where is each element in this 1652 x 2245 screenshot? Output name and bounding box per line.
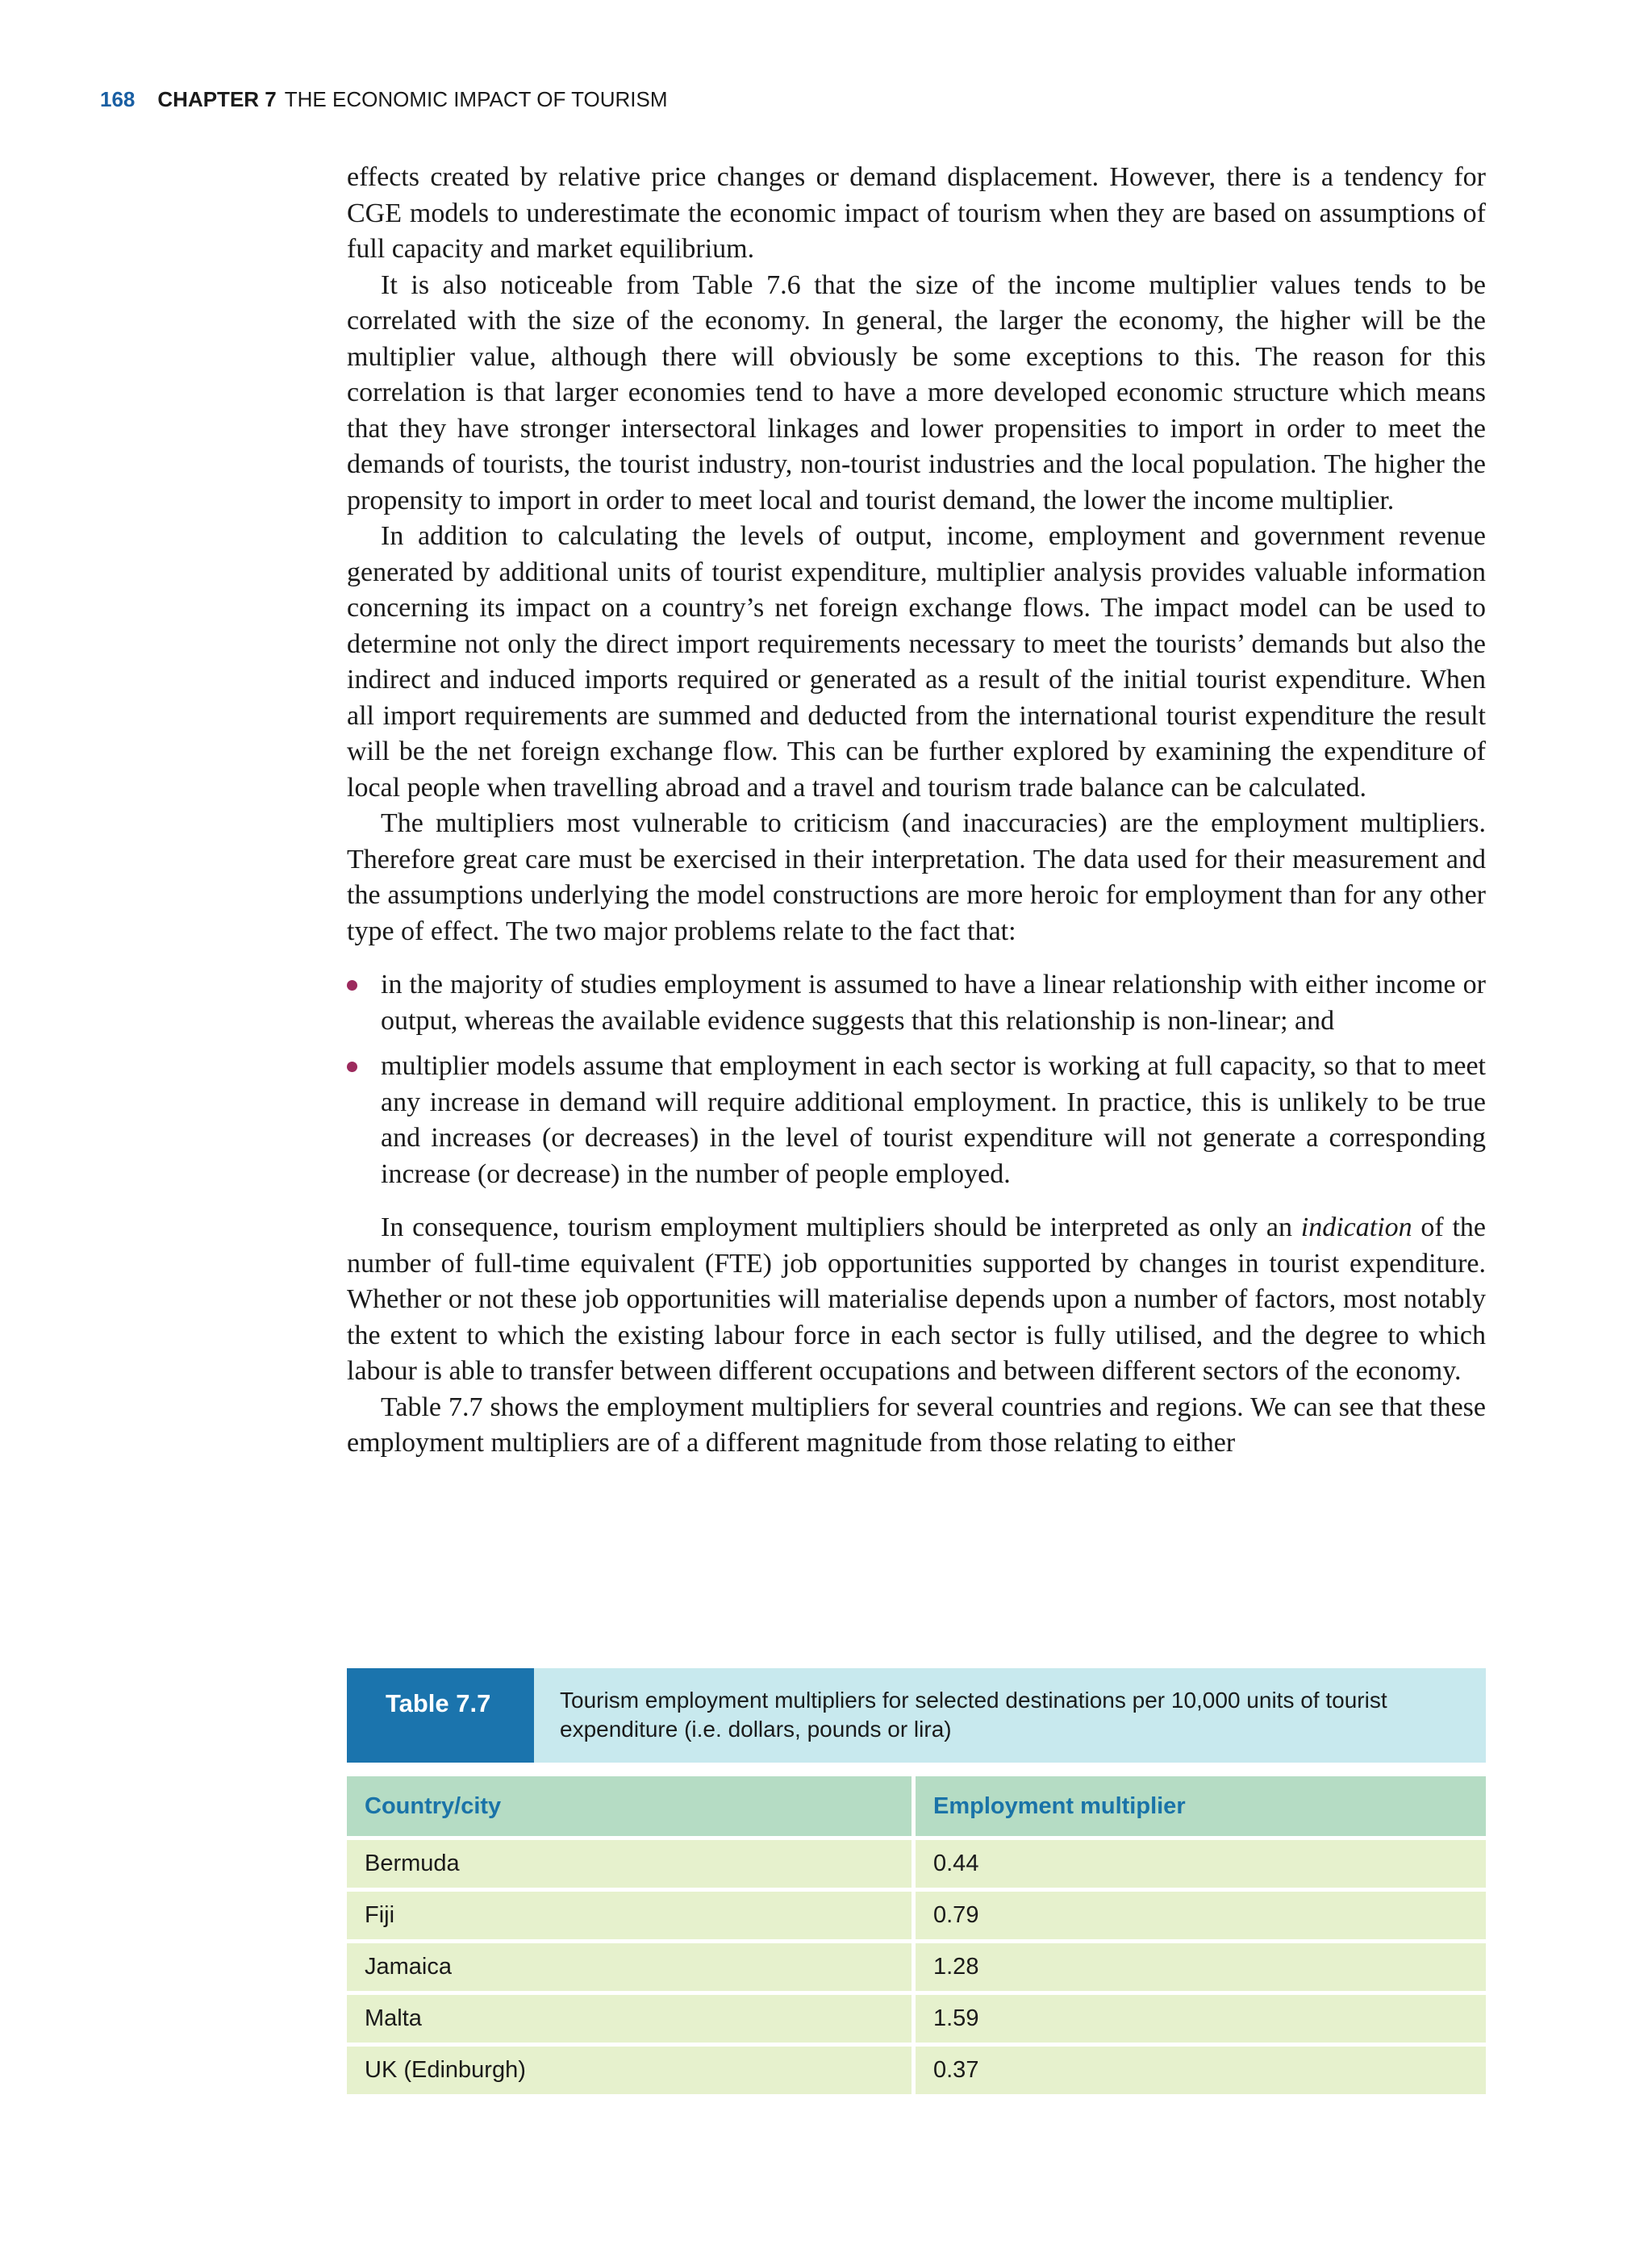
paragraph-1: effects created by relative price changes or demand displacement. However, there is a tendency for CGE models to underestimate the economic impact of tourism when they are based on assumptions of full capacity and market equilibrium. <box>347 162 1486 264</box>
bullet-list <box>347 967 1486 1192</box>
body-text <box>347 160 1486 1462</box>
data-table <box>343 1772 1490 2098</box>
paragraph-5-emphasis: indication <box>1300 1212 1412 1242</box>
table-header-row <box>347 1776 1486 1836</box>
chapter-label: CHAPTER 7 <box>157 87 277 111</box>
table-row <box>347 1995 1486 2043</box>
bullet-text: in the majority of studies employment is assumed to have a linear relationship with either income or output, whereas the available evidence suggests that this relationship is non-linear; and <box>381 970 1486 1036</box>
paragraph-6: Table 7.7 shows the employment multipliers for several countries and regions. We can see that these employment multipliers are of a different magnitude from those relating to either <box>347 1392 1486 1458</box>
list-item <box>347 967 1486 1039</box>
paragraph-3: In addition to calculating the levels of output, income, employment and government revenue generated by additional units of tourist expenditure, multiplier analysis provides valuable information concerning its impact on a country’s net foreign exchange flows. The impact model can be used to determine not only the direct import requirements necessary to meet the tourists’ demands but also the indirect and induced imports required or generated as a result of the initial tourist expenditure. When all import requirements are summed and deducted from the international tourist expenditure the result will be the net foreign exchange flow. This can be further explored by examining the expenditure of local people when travelling abroad and a travel and tourism trade balance can be calculated. <box>347 521 1486 803</box>
cell-multiplier: 1.59 <box>916 1995 1486 2043</box>
cell-multiplier: 0.79 <box>916 1892 1486 1939</box>
column-header-country: Country/city <box>347 1776 912 1836</box>
bullet-dot-icon <box>347 1062 357 1072</box>
cell-country: Bermuda <box>347 1840 912 1888</box>
bullet-text: multiplier models assume that employment in each sector is working at full capacity, so that to meet any increase in demand will require additional employment. In practice, this is unlikely to be true and increases (or decreases) in the level of tourist expenditure will not generate a corresponding increase (or decrease) in the number of people employed. <box>381 1051 1486 1189</box>
table-7-7 <box>347 1668 1486 2098</box>
paragraph-4: The multipliers most vulnerable to criticism (and inaccuracies) are the employment multipliers. Therefore great care must be exercised in their interpretation. The data used for their measurement and the assumptions underlying the model constructions are more heroic for employment than for any other type of effect. The two major problems relate to the fact that: <box>347 808 1486 946</box>
paragraph-5 <box>347 1210 1486 1390</box>
table-row <box>347 1943 1486 1991</box>
page-number: 168 <box>100 87 136 111</box>
table-label: Table 7.7 <box>347 1668 534 1763</box>
running-head <box>100 87 668 112</box>
cell-multiplier: 1.28 <box>916 1943 1486 1991</box>
table-row <box>347 2047 1486 2094</box>
table-caption-text: Tourism employment multipliers for selected destinations per 10,000 units of tourist expenditure (i.e. dollars, pounds or lira) <box>534 1668 1486 1763</box>
cell-country: Malta <box>347 1995 912 2043</box>
cell-country: Jamaica <box>347 1943 912 1991</box>
column-header-multiplier: Employment multiplier <box>916 1776 1486 1836</box>
table-caption <box>347 1668 1486 1763</box>
paragraph-5-text-b: of the number of full-time equivalent (FTE) job opportunities supported by changes in tourist expenditure. Whether or not these job opportunities will materialise depends upon a number of factors, most notably the extent to which the existing labour force in each sector is fully utilised, and the degree to which labour is able to transfer between different occupations and between different sectors of the economy. <box>347 1212 1487 1386</box>
cell-country: Fiji <box>347 1892 912 1939</box>
cell-country: UK (Edinburgh) <box>347 2047 912 2094</box>
cell-multiplier: 0.37 <box>916 2047 1486 2094</box>
paragraph-2: It is also noticeable from Table 7.6 that the size of the income multiplier values tends to be correlated with the size of the economy. In general, the larger the economy, the higher will be the multiplier value, although there will obviously be some exceptions to this. The reason for this correlation is that larger economies tend to have a more developed economic structure which means that they have stronger intersectoral linkages and lower propensities to import in order to meet the demands of tourists, the tourist industry, non-tourist industries and the local population. The higher the propensity to import in order to meet local and tourist demand, the lower the income multiplier. <box>347 269 1486 515</box>
table-row <box>347 1892 1486 1939</box>
table-row <box>347 1840 1486 1888</box>
bullet-dot-icon <box>347 980 357 991</box>
list-item <box>347 1049 1486 1192</box>
cell-multiplier: 0.44 <box>916 1840 1486 1888</box>
paragraph-5-text-a: In consequence, tourism employment multipliers should be interpreted as only an <box>381 1212 1293 1242</box>
chapter-title: THE ECONOMIC IMPACT OF TOURISM <box>284 87 668 111</box>
